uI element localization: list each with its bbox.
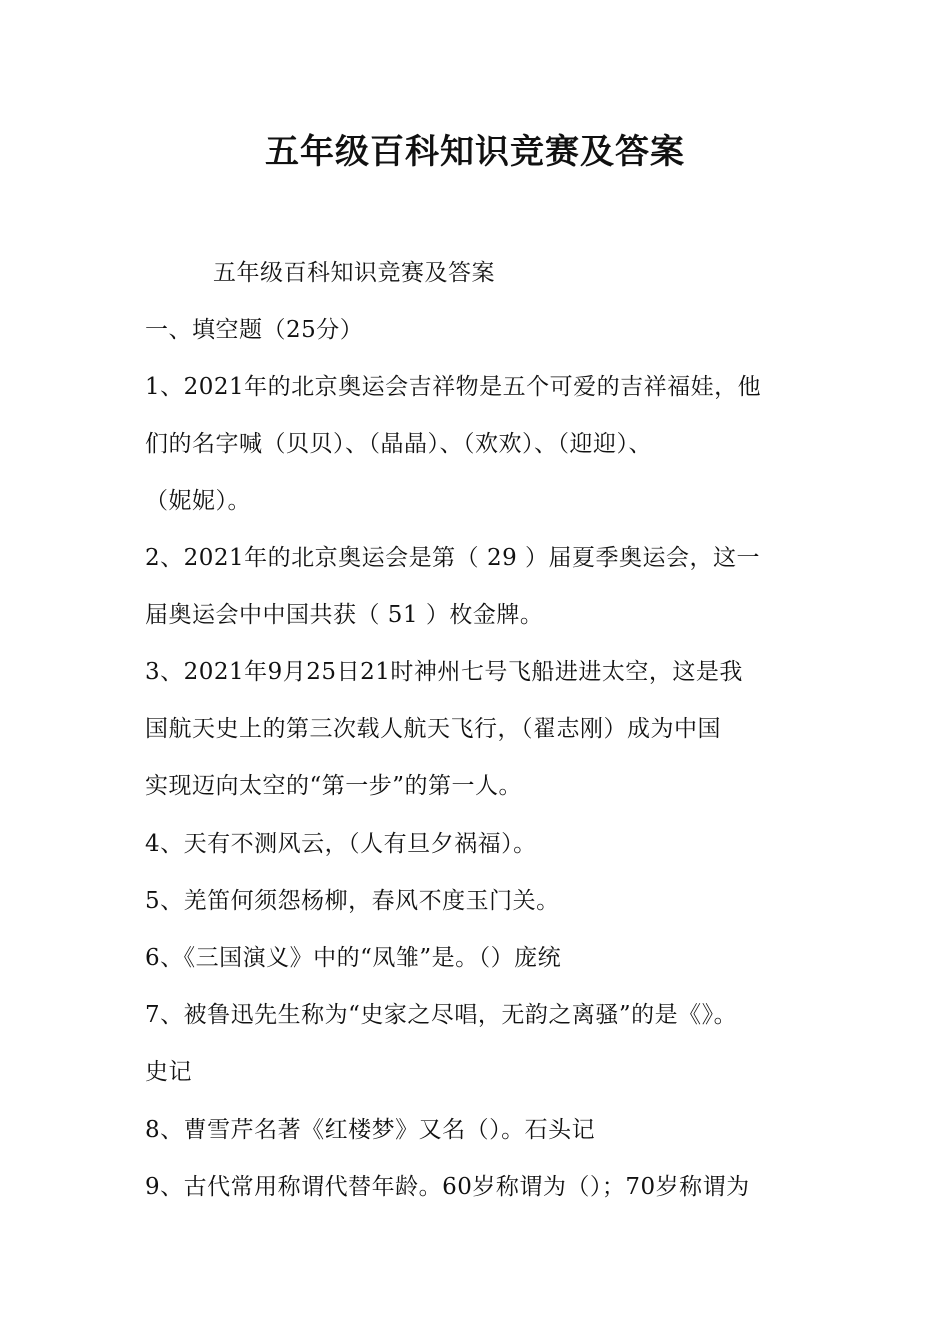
text-line: 2、2021年的北京奥运会是第（ 29 ）届夏季奥运会，这一 xyxy=(145,545,761,571)
text-line: 1、2021年的北京奥运会吉祥物是五个可爱的吉祥福娃，他 xyxy=(145,374,762,400)
text-line: 7、被鲁迅先生称为“史家之尽唱，无韵之离骚”的是《》。 xyxy=(145,1002,738,1028)
text-line: 8、曹雪芹名著《红楼梦》又名（）。石头记 xyxy=(145,1117,596,1143)
text-line: 国航天史上的第三次载人航天飞行，（翟志刚）成为中国 xyxy=(145,716,721,742)
text-line: 们的名字喊（贝贝）、（晶晶）、（欢欢）、（迎迎）、 xyxy=(145,431,652,457)
text-line: 4、天有不测风云，（人有旦夕祸福）。 xyxy=(145,831,537,857)
text-line: 3、2021年9月25日21时神州七号飞船进进太空，这是我 xyxy=(145,659,743,685)
text-line: 史记 xyxy=(145,1059,192,1085)
text-line: 5、羌笛何须怨杨柳，春风不度玉门关。 xyxy=(145,888,560,914)
text-line: 9、古代常用称谓代替年龄。60岁称谓为（）；70岁称谓为 xyxy=(145,1174,750,1200)
text-line: 届奥运会中中国共获（ 51 ）枚金牌。 xyxy=(145,602,544,628)
text-line: （妮妮）。 xyxy=(145,488,251,514)
text-line: 6、《三国演义》中的“凤雏”是。（）庞统 xyxy=(145,945,562,971)
document-title: 五年级百科知识竞赛及答案 xyxy=(265,132,685,172)
text-line: 实现迈向太空的“第一步”的第一人。 xyxy=(145,773,523,799)
document-subtitle: 五年级百科知识竞赛及答案 xyxy=(213,260,495,286)
section-heading: 一、填空题（25分） xyxy=(145,317,364,343)
